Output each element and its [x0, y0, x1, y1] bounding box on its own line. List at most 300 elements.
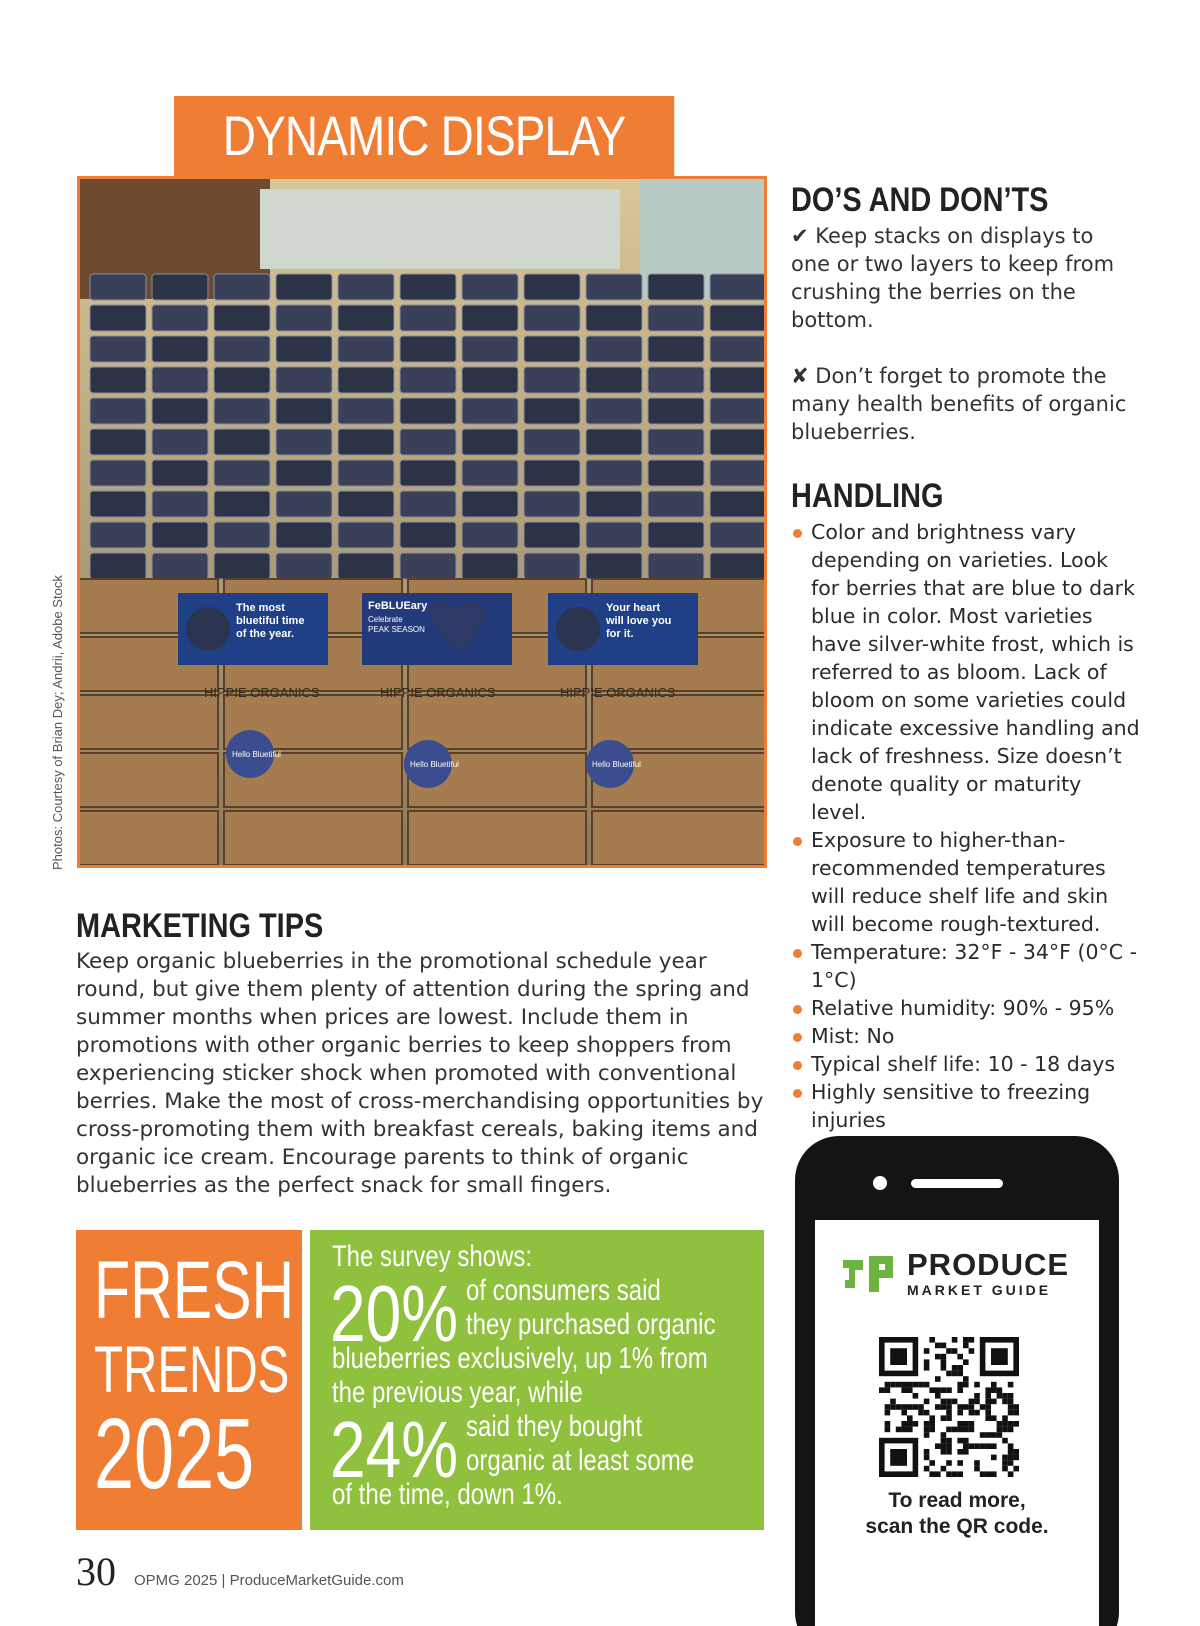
sign-2-line3: PEAK SEASON: [368, 625, 425, 634]
qr-module: [952, 1399, 958, 1405]
bullet-icon: [793, 1005, 802, 1014]
clamshell: [338, 305, 394, 331]
qr-module: [1002, 1455, 1008, 1461]
survey-box: [310, 1230, 764, 1530]
qr-module: [952, 1365, 958, 1371]
qr-module: [901, 1382, 907, 1388]
qr-module: [941, 1399, 947, 1405]
clamshell: [648, 491, 704, 517]
qr-module: [924, 1432, 930, 1438]
checkmark-icon: ✔: [791, 224, 809, 248]
clamshell: [648, 460, 704, 486]
qr-module: [924, 1410, 930, 1416]
survey-stat-1-line-b: they purchased organic: [466, 1308, 716, 1341]
qr-module: [1002, 1438, 1008, 1444]
qr-module: [957, 1410, 963, 1416]
qr-module: [913, 1421, 919, 1427]
qr-module: [991, 1348, 1008, 1365]
dont-item: [791, 362, 1131, 446]
pmg-logo-icon: [839, 1250, 899, 1298]
qr-module: [952, 1427, 958, 1433]
scan-cta-line-2: scan the QR code.: [865, 1515, 1049, 1538]
clamshell: [462, 336, 518, 362]
qr-module: [907, 1427, 913, 1433]
produce-box: [224, 811, 402, 865]
qr-module: [901, 1410, 907, 1416]
clamshell: [214, 367, 270, 393]
clamshell: [462, 460, 518, 486]
clamshell: [462, 274, 518, 300]
list-item: [791, 826, 1141, 938]
fresh-trends-box: [76, 1230, 302, 1530]
qr-module: [1008, 1382, 1014, 1388]
list-item: [791, 1022, 1141, 1050]
qr-module: [1013, 1421, 1019, 1427]
handling-item-text: Relative humidity: 90% - 95%: [811, 996, 1115, 1020]
clamshell: [586, 522, 642, 548]
qr-module: [997, 1393, 1003, 1399]
clamshell: [338, 491, 394, 517]
clamshell: [710, 491, 766, 517]
qr-module: [1002, 1427, 1008, 1433]
qr-module: [935, 1471, 941, 1477]
qr-module: [1002, 1399, 1008, 1405]
clamshell: [338, 398, 394, 424]
cross-icon: ✘: [791, 364, 809, 388]
clamshell: [400, 398, 456, 424]
qr-module: [879, 1387, 885, 1393]
qr-module: [924, 1399, 930, 1405]
qr-module: [1002, 1460, 1008, 1466]
clamshell: [648, 336, 704, 362]
qr-module: [946, 1348, 952, 1354]
clamshell: [400, 491, 456, 517]
clamshell: [152, 522, 208, 548]
qr-module: [991, 1432, 997, 1438]
list-item: [791, 938, 1141, 994]
clamshell: [90, 274, 146, 300]
qr-module: [890, 1348, 907, 1365]
clamshell: [524, 336, 580, 362]
clamshell: [524, 491, 580, 517]
qr-module: [907, 1404, 913, 1410]
qr-module: [901, 1427, 907, 1433]
qr-module: [1013, 1455, 1019, 1461]
tag-2-text: Hello Bluetiful: [410, 760, 459, 769]
clamshell: [586, 553, 642, 579]
qr-module: [941, 1387, 947, 1393]
clamshell: [710, 460, 766, 486]
clamshell: [710, 274, 766, 300]
clamshell: [152, 398, 208, 424]
clamshell: [524, 398, 580, 424]
fresh-word: FRESH: [94, 1245, 295, 1336]
clamshell: [400, 367, 456, 393]
clamshell: [400, 460, 456, 486]
dos-donts-heading: DO’S AND DON’TS: [791, 181, 1049, 219]
qr-module: [885, 1404, 891, 1410]
qr-module: [952, 1371, 958, 1377]
qr-module: [957, 1365, 963, 1371]
clamshell: [276, 429, 332, 455]
qr-module: [957, 1387, 963, 1393]
clamshell: [524, 429, 580, 455]
qr-module: [946, 1410, 952, 1416]
qr-module: [957, 1382, 963, 1388]
clamshell: [152, 460, 208, 486]
qr-module: [941, 1443, 947, 1449]
list-item: [791, 994, 1141, 1022]
phone-screen: [815, 1220, 1099, 1626]
qr-module: [946, 1387, 952, 1393]
qr-module: [974, 1466, 980, 1472]
qr-module: [957, 1427, 963, 1433]
marketing-tips-section: [76, 904, 766, 1200]
logo-line-1: PRODUCE: [907, 1247, 1070, 1282]
qr-module: [907, 1415, 913, 1421]
qr-module: [929, 1415, 935, 1421]
clamshell: [462, 491, 518, 517]
handling-item-text: Highly sensitive to freezing injuries: [811, 1080, 1091, 1132]
qr-module: [991, 1455, 997, 1461]
clamshell: [338, 553, 394, 579]
clamshell: [586, 305, 642, 331]
qr-module: [963, 1427, 969, 1433]
qr-module: [946, 1371, 952, 1377]
qr-module: [901, 1387, 907, 1393]
list-item: [791, 1050, 1141, 1078]
clamshell: [214, 336, 270, 362]
qr-module: [957, 1404, 963, 1410]
survey-stat-2: 24%: [330, 1405, 459, 1494]
marketing-heading: MARKETING TIPS: [76, 907, 324, 945]
qr-module: [946, 1443, 952, 1449]
bullet-icon: [793, 1089, 802, 1098]
handling-list: [791, 518, 1141, 1134]
phone-speaker-icon: [911, 1179, 1003, 1188]
clamshell: [152, 367, 208, 393]
handling-item-text: Color and brightness vary depending on varieties. Look for berries that are blue to dark blue in color. Most varieties have silver-white frost, which is referred to as bloom. Lack of bloom on some varieties could indicate excessive handling and lack of freshness. Size doesn’t denote quality or maturity level.: [811, 520, 1140, 824]
qr-module: [924, 1466, 930, 1472]
qr-module: [885, 1410, 891, 1416]
clamshell: [276, 336, 332, 362]
produce-box: [80, 811, 218, 865]
qr-module: [946, 1438, 952, 1444]
handling-item-text: Temperature: 32°F - 34°F (0°C - 1°C): [811, 940, 1137, 992]
clamshell: [710, 367, 766, 393]
produce-box: [80, 753, 218, 807]
qr-module: [885, 1382, 891, 1388]
qr-module: [991, 1443, 997, 1449]
qr-module: [1002, 1415, 1008, 1421]
qr-module: [969, 1404, 975, 1410]
clamshell: [524, 367, 580, 393]
survey-stat-2-line-b: organic at least some: [466, 1444, 695, 1477]
handling-item-text: Typical shelf life: 10 - 18 days: [811, 1052, 1116, 1076]
clamshell: [648, 398, 704, 424]
qr-module: [1008, 1421, 1014, 1427]
clamshell: [90, 429, 146, 455]
qr-module: [985, 1399, 991, 1405]
qr-module: [941, 1432, 947, 1438]
qr-module: [929, 1337, 935, 1343]
clamshell: [462, 305, 518, 331]
produce-market-guide-logo: [839, 1247, 1070, 1298]
qr-module: [896, 1382, 902, 1388]
clamshell: [586, 491, 642, 517]
clamshell: [214, 305, 270, 331]
qr-module: [929, 1460, 935, 1466]
qr-module: [974, 1393, 980, 1399]
qr-module: [941, 1404, 947, 1410]
clamshell: [586, 429, 642, 455]
qr-module: [980, 1471, 986, 1477]
qr-module: [941, 1466, 947, 1472]
do-text: Keep stacks on displays to one or two layers to keep from crushing the berries on the bottom.: [791, 224, 1115, 332]
qr-module: [913, 1393, 919, 1399]
sign-1-line3: of the year.: [236, 628, 295, 640]
qr-module: [985, 1387, 991, 1393]
qr-module: [907, 1421, 913, 1427]
clamshell: [524, 460, 580, 486]
clamshell: [586, 274, 642, 300]
qr-module: [946, 1449, 952, 1455]
clamshell: [648, 429, 704, 455]
produce-box: [408, 811, 586, 865]
sign-1-line1: The most: [236, 602, 285, 614]
qr-module: [963, 1449, 969, 1455]
qr-module: [896, 1404, 902, 1410]
qr-module: [918, 1404, 924, 1410]
qr-module: [890, 1449, 907, 1466]
brand-labels: [204, 685, 676, 700]
survey-line-4: the previous year, while: [332, 1376, 583, 1409]
qr-module: [969, 1348, 975, 1354]
qr-module: [985, 1410, 991, 1416]
qr-module: [991, 1382, 997, 1388]
qr-module: [1008, 1399, 1014, 1405]
sign-3: [548, 593, 698, 665]
qr-module: [918, 1382, 924, 1388]
sign-2: [362, 593, 512, 665]
qr-module: [985, 1471, 991, 1477]
qr-module: [957, 1421, 963, 1427]
produce-box: [80, 695, 218, 749]
qr-module: [1002, 1466, 1008, 1472]
qr-module: [1008, 1410, 1014, 1416]
clamshell: [586, 398, 642, 424]
qr-module: [946, 1471, 952, 1477]
qr-module: [885, 1427, 891, 1433]
clamshell: [462, 553, 518, 579]
qr-module: [1013, 1404, 1019, 1410]
clamshell: [710, 429, 766, 455]
qr-module: [885, 1387, 891, 1393]
qr-module: [963, 1443, 969, 1449]
clamshell: [152, 274, 208, 300]
qr-module: [941, 1359, 947, 1365]
qr-module: [974, 1399, 980, 1405]
tag-3-text: Hello Bluetiful: [592, 760, 641, 769]
clamshell: [214, 274, 270, 300]
qr-module: [946, 1460, 952, 1466]
qr-module: [957, 1354, 963, 1360]
qr-module: [1002, 1393, 1008, 1399]
sign-2-line1: FeBLUEary: [368, 600, 428, 612]
trends-year: 2025: [94, 1398, 255, 1510]
phone-graphic: [795, 1136, 1119, 1626]
qr-module: [890, 1404, 896, 1410]
clamshell: [400, 522, 456, 548]
clamshell: [214, 553, 270, 579]
qr-module: [924, 1359, 930, 1365]
clamshell: [276, 553, 332, 579]
bullet-icon: [793, 837, 802, 846]
publication-line: OPMG 2025 | ProduceMarketGuide.com: [134, 1572, 404, 1589]
qr-module: [929, 1387, 935, 1393]
qr-module: [969, 1427, 975, 1433]
qr-module: [997, 1421, 1003, 1427]
bullet-icon: [793, 949, 802, 958]
qr-module: [963, 1359, 969, 1365]
qr-module: [980, 1404, 986, 1410]
sign-2-line2: Celebrate: [368, 615, 403, 624]
qr-module: [1008, 1460, 1014, 1466]
qr-module: [969, 1399, 975, 1405]
qr-module: [907, 1382, 913, 1388]
list-item: [791, 1078, 1141, 1134]
clamshell: [710, 522, 766, 548]
qr-module: [957, 1471, 963, 1477]
clamshell: [648, 305, 704, 331]
qr-module: [963, 1343, 969, 1349]
page-footer: [76, 1548, 404, 1595]
marketing-body: Keep organic blueberries in the promotional schedule year round, but give them plenty of attention during the spring and summer months when prices are lowest. Include them in promotions with other organic berries to keep shoppers from experiencing sticker shock when promoted with conventional berries. Make the most of cross-merchandising opportunities by cross-promoting them with breakfast cereals, baking items and organic ice cream. Encourage parents to think of organic blueberries as the perfect snack for small fingers.: [76, 949, 764, 1198]
qr-module: [1008, 1404, 1014, 1410]
clamshell: [152, 553, 208, 579]
handling-item-text: Mist: No: [811, 1024, 895, 1048]
clamshell: [276, 367, 332, 393]
qr-module: [1008, 1471, 1014, 1477]
qr-module: [997, 1432, 1003, 1438]
qr-module: [952, 1471, 958, 1477]
list-item: [791, 518, 1141, 826]
section-banner: DYNAMIC DISPLAY: [174, 96, 674, 176]
clamshell: [338, 522, 394, 548]
qr-module: [969, 1421, 975, 1427]
clamshell: [152, 305, 208, 331]
clamshell: [90, 460, 146, 486]
clamshell: [152, 336, 208, 362]
clamshell: [276, 522, 332, 548]
qr-module: [957, 1438, 963, 1444]
qr-module: [957, 1460, 963, 1466]
qr-module: [935, 1354, 941, 1360]
photo-illustration: [80, 179, 767, 868]
page-number: 30: [76, 1549, 116, 1594]
qr-module: [918, 1410, 924, 1416]
sign-1-line2: bluetiful time: [236, 615, 305, 627]
qr-module: [924, 1427, 930, 1433]
qr-module: [941, 1449, 947, 1455]
clamshell: [462, 429, 518, 455]
clamshell: [214, 460, 270, 486]
clamshell: [214, 522, 270, 548]
qr-module: [890, 1382, 896, 1388]
qr-module: [913, 1382, 919, 1388]
qr-code[interactable]: [879, 1337, 1019, 1477]
clamshell: [338, 274, 394, 300]
qr-module: [924, 1421, 930, 1427]
clamshell: [276, 491, 332, 517]
clamshell: [214, 491, 270, 517]
clamshell: [648, 553, 704, 579]
qr-module: [896, 1427, 902, 1433]
qr-module: [924, 1449, 930, 1455]
photo-credit: Photos: Courtesy of Brian Dey; Andrii, Adobe Stock: [50, 575, 65, 870]
clamshell: [710, 305, 766, 331]
clamshell: [214, 398, 270, 424]
qr-module: [952, 1337, 958, 1343]
qr-module: [969, 1410, 975, 1416]
qr-module: [924, 1455, 930, 1461]
clamshell: [400, 274, 456, 300]
bullet-icon: [793, 1033, 802, 1042]
clamshell: [524, 553, 580, 579]
clamshell: [462, 522, 518, 548]
qr-module: [946, 1415, 952, 1421]
handling-section: [791, 474, 1141, 1134]
sign-3-line1: Your heart: [606, 602, 661, 614]
qr-module: [1013, 1410, 1019, 1416]
qr-module: [969, 1337, 975, 1343]
phone-camera-icon: [873, 1176, 887, 1190]
clamshell: [90, 398, 146, 424]
qr-module: [991, 1399, 997, 1405]
qr-module: [941, 1415, 947, 1421]
box-brand-1: HIPPIE ORGANICS: [204, 685, 320, 700]
clamshell: [710, 336, 766, 362]
bullet-icon: [793, 1061, 802, 1070]
clamshell: [710, 398, 766, 424]
survey-line-7: of the time, down 1%.: [332, 1478, 563, 1511]
qr-module: [963, 1404, 969, 1410]
qr-module: [969, 1443, 975, 1449]
logo-line-2: MARKET GUIDE: [907, 1282, 1052, 1298]
qr-module: [913, 1404, 919, 1410]
handling-item-text: Exposure to higher-than-recommended temperatures will reduce shelf life and skin will become rough-textured.: [811, 828, 1109, 936]
qr-module: [974, 1382, 980, 1388]
clamshell: [90, 336, 146, 362]
qr-module: [885, 1421, 891, 1427]
bullet-icon: [793, 529, 802, 538]
survey-line-3: blueberries exclusively, up 1% from: [332, 1342, 708, 1375]
clamshell: [400, 336, 456, 362]
clamshell: [400, 553, 456, 579]
produce-box: [408, 695, 586, 749]
clamshell: [400, 305, 456, 331]
clamshell: [90, 305, 146, 331]
qr-module: [890, 1399, 896, 1405]
clamshell: [648, 522, 704, 548]
qr-module: [924, 1382, 930, 1388]
sign-3-line3: for it.: [606, 628, 634, 640]
clamshell: [152, 429, 208, 455]
qr-module: [941, 1343, 947, 1349]
qr-module: [957, 1449, 963, 1455]
qr-module: [1008, 1455, 1014, 1461]
clamshell: [90, 553, 146, 579]
